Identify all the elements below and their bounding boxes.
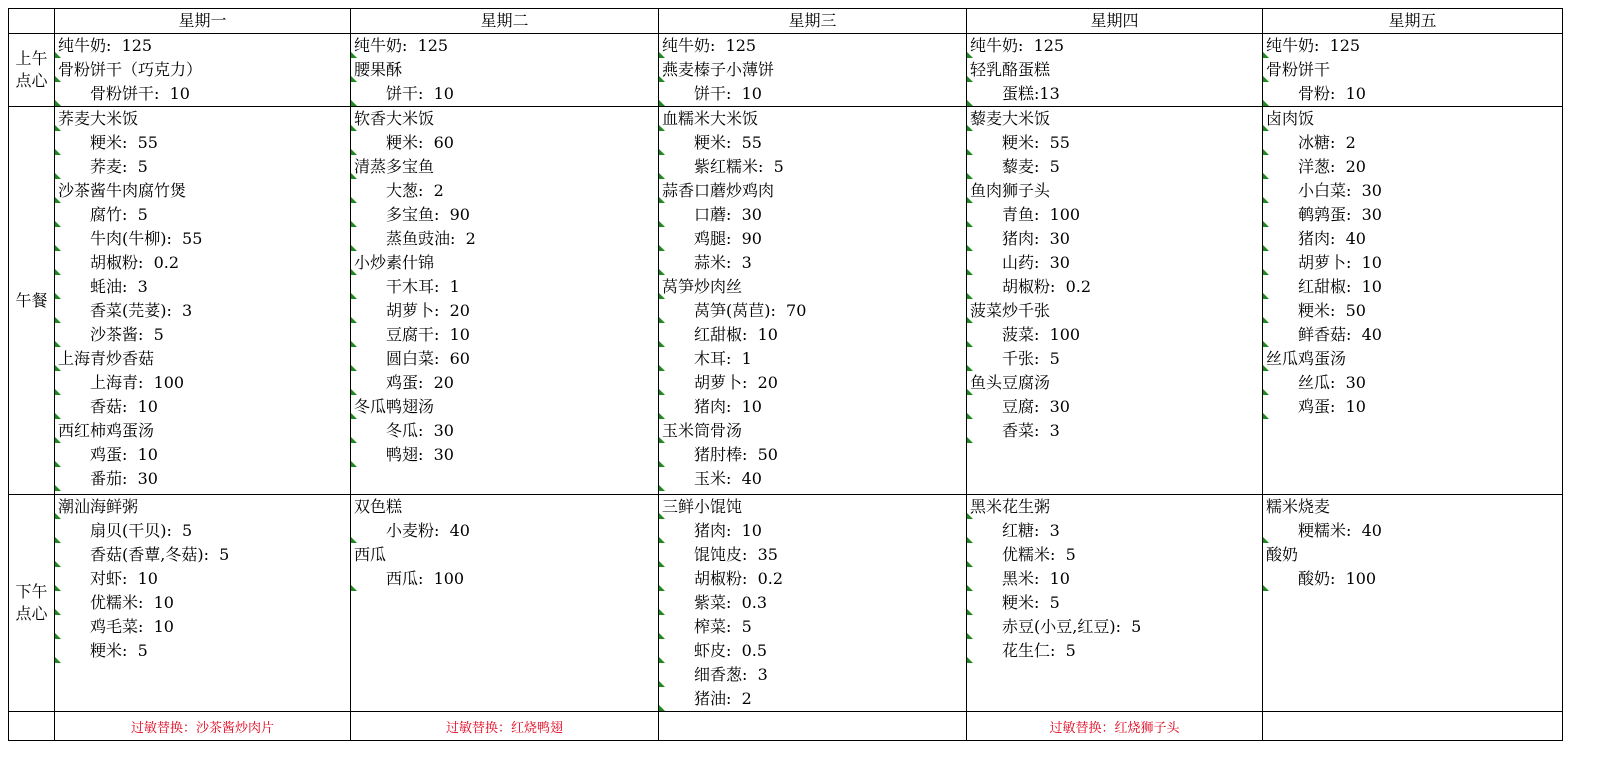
ingredient-line: 粳米: 5: [967, 591, 1262, 615]
dish-line: 骨粉饼干（巧克力）: [55, 58, 350, 82]
dish-line: 纯牛奶: 125: [55, 34, 350, 58]
cell-tue-snack-am[interactable]: [351, 34, 659, 107]
ingredient-line: 山药: 30: [967, 251, 1262, 275]
ingredient-line: 青鱼: 100: [967, 203, 1262, 227]
dish-line: 卤肉饭: [1263, 107, 1562, 131]
ingredient-line: 荞麦: 5: [55, 155, 350, 179]
dish-line: 玉米筒骨汤: [659, 419, 966, 443]
ingredient-line: 木耳: 1: [659, 347, 966, 371]
dish-line: 三鲜小馄饨: [659, 495, 966, 519]
day-header-thu[interactable]: 星期四: [967, 9, 1263, 34]
ingredient-line: 小白菜: 30: [1263, 179, 1562, 203]
dish-line: 腰果酥: [351, 58, 658, 82]
dish-line: 血糯米大米饭: [659, 107, 966, 131]
ingredient-line: 鸭翅: 30: [351, 443, 658, 467]
dish-line: 蒜香口蘑炒鸡肉: [659, 179, 966, 203]
allergy-note-wed[interactable]: [659, 712, 967, 741]
ingredient-line: 对虾: 10: [55, 567, 350, 591]
ingredient-line: 鸡蛋: 10: [55, 443, 350, 467]
dish-line: 清蒸多宝鱼: [351, 155, 658, 179]
ingredient-line: 腐竹: 5: [55, 203, 350, 227]
ingredient-line: 香菜(芫荽): 3: [55, 299, 350, 323]
dish-line: 西瓜: [354, 545, 387, 564]
dish-line: 燕麦榛子小薄饼: [659, 58, 966, 82]
cell-mon-snack-am[interactable]: [55, 34, 351, 107]
dish-line: 潮汕海鲜粥: [55, 495, 350, 519]
row-label-afternoon-snack[interactable]: 下午 点心: [9, 495, 55, 712]
ingredient-line: 大葱: 2: [351, 179, 658, 203]
ingredient-line: 饼干: 10: [351, 82, 658, 106]
ingredient-line: 番茄: 30: [55, 467, 350, 491]
ingredient-line: 豆腐: 30: [967, 395, 1262, 419]
ingredient-line: 优糯米: 5: [967, 543, 1262, 567]
ingredient-line: 猪肉: 40: [1263, 227, 1562, 251]
dish-line: 菠菜炒千张: [967, 299, 1262, 323]
ingredient-line: 洋葱: 20: [1263, 155, 1562, 179]
cell-tue-snack-pm[interactable]: [351, 495, 659, 712]
ingredient-line: 小麦粉: 40: [351, 519, 658, 543]
dish-line: 藜麦大米饭: [967, 107, 1262, 131]
ingredient-line: 粳糯米: 40: [1263, 519, 1562, 543]
dish-line: 酸奶: [1266, 545, 1299, 564]
corner-cell[interactable]: [9, 9, 55, 34]
cell-thu-snack-pm[interactable]: [967, 495, 1263, 712]
ingredient-line: 菠菜: 100: [967, 323, 1262, 347]
dish-line: 荞麦大米饭: [55, 107, 350, 131]
dish-line: 黑米花生粥: [967, 495, 1262, 519]
ingredient-line: 口蘑: 30: [659, 203, 966, 227]
day-header-fri[interactable]: 星期五: [1263, 9, 1563, 34]
ingredient-line: 优糯米: 10: [55, 591, 350, 615]
ingredient-line: 丝瓜: 30: [1263, 371, 1562, 395]
ingredient-line: 牛肉(牛柳): 55: [55, 227, 350, 251]
ingredient-line: 香菇: 10: [55, 395, 350, 419]
allergy-note-thu[interactable]: 过敏替换：红烧狮子头: [967, 712, 1263, 741]
weekly-menu-table: [8, 8, 1563, 741]
cell-wed-snack-am[interactable]: [659, 34, 967, 107]
ingredient-line: 香菇(香蕈,冬菇): 5: [55, 543, 350, 567]
day-header-wed[interactable]: 星期三: [659, 9, 967, 34]
ingredient-line: 粳米: 5: [55, 639, 350, 663]
ingredient-line: 胡椒粉: 0.2: [659, 567, 966, 591]
ingredient-line: 鹌鹑蛋: 30: [1263, 203, 1562, 227]
dish-line: 糯米烧麦: [1266, 497, 1331, 516]
ingredient-line: 鸡毛菜: 10: [55, 615, 350, 639]
ingredient-line: 胡椒粉: 0.2: [55, 251, 350, 275]
day-header-tue[interactable]: 星期二: [351, 9, 659, 34]
ingredient-line: 干木耳: 1: [351, 275, 658, 299]
cell-mon-snack-pm[interactable]: [55, 495, 351, 712]
ingredient-line: 粳米: 55: [55, 131, 350, 155]
dish-line: 纯牛奶: 125: [351, 34, 658, 58]
ingredient-line: 玉米: 40: [659, 467, 966, 491]
ingredient-line: 鸡蛋: 10: [1263, 395, 1562, 419]
ingredient-line: 千张: 5: [967, 347, 1262, 371]
ingredient-line: 胡萝卜: 10: [1263, 251, 1562, 275]
ingredient-line: 粳米: 55: [967, 131, 1262, 155]
cell-fri-snack-am[interactable]: [1263, 34, 1563, 107]
ingredient-line: 紫红糯米: 5: [659, 155, 966, 179]
dish-line: 纯牛奶: 125: [967, 34, 1262, 58]
dish-line: 冬瓜鸭翅汤: [351, 395, 658, 419]
cell-thu-lunch[interactable]: [967, 107, 1263, 495]
ingredient-line: 猪肉: 10: [659, 519, 966, 543]
dish-line: 丝瓜鸡蛋汤: [1263, 347, 1562, 371]
ingredient-line: 蛋糕:13: [967, 82, 1262, 106]
ingredient-line: 莴笋(莴苣): 70: [659, 299, 966, 323]
ingredient-line: 冬瓜: 30: [351, 419, 658, 443]
ingredient-line: 圆白菜: 60: [351, 347, 658, 371]
ingredient-line: 粳米: 50: [1263, 299, 1562, 323]
dish-line: 小炒素什锦: [351, 251, 658, 275]
ingredient-line: 豆腐干: 10: [351, 323, 658, 347]
dish-line: 软香大米饭: [351, 107, 658, 131]
ingredient-line: 藜麦: 5: [967, 155, 1262, 179]
dish-line: 鱼肉狮子头: [967, 179, 1262, 203]
dish-line: 骨粉饼干: [1263, 58, 1562, 82]
ingredient-line: 细香葱: 3: [659, 663, 966, 687]
ingredient-line: 鲜香菇: 40: [1263, 323, 1562, 347]
ingredient-line: 红甜椒: 10: [1263, 275, 1562, 299]
ingredient-line: 粳米: 60: [351, 131, 658, 155]
ingredient-line: 紫菜: 0.3: [659, 591, 966, 615]
allergy-note-fri[interactable]: [1263, 712, 1563, 741]
ingredient-line: 蒜米: 3: [659, 251, 966, 275]
dish-line: 鱼头豆腐汤: [967, 371, 1262, 395]
ingredient-line: 胡萝卜: 20: [351, 299, 658, 323]
ingredient-line: 扇贝(干贝): 5: [55, 519, 350, 543]
dish-line: 西红柿鸡蛋汤: [55, 419, 350, 443]
ingredient-line: 胡椒粉: 0.2: [967, 275, 1262, 299]
dish-line: 双色糕: [354, 497, 403, 516]
ingredient-line: 鸡蛋: 20: [351, 371, 658, 395]
dish-line: 纯牛奶: 125: [659, 34, 966, 58]
row-lunch: [9, 107, 1563, 495]
cell-wed-snack-pm[interactable]: [659, 495, 967, 712]
ingredient-line: 鸡腿: 90: [659, 227, 966, 251]
cell-fri-snack-pm[interactable]: [1263, 495, 1563, 712]
ingredient-line: 榨菜: 5: [659, 615, 966, 639]
cell-mon-lunch[interactable]: [55, 107, 351, 495]
ingredient-line: 冰糖: 2: [1263, 131, 1562, 155]
ingredient-line: 多宝鱼: 90: [351, 203, 658, 227]
ingredient-line: 猪肉: 30: [967, 227, 1262, 251]
row-allergy: [9, 712, 1563, 741]
ingredient-line: 红糖: 3: [967, 519, 1262, 543]
row-label-allergy[interactable]: [9, 712, 55, 741]
ingredient-line: 黑米: 10: [967, 567, 1262, 591]
ingredient-line: 沙茶酱: 5: [55, 323, 350, 347]
ingredient-line: 上海青: 100: [55, 371, 350, 395]
ingredient-line: 饼干: 10: [659, 82, 966, 106]
ingredient-line: 赤豆(小豆,红豆): 5: [967, 615, 1262, 639]
ingredient-line: 胡萝卜: 20: [659, 371, 966, 395]
ingredient-line: 馄饨皮: 35: [659, 543, 966, 567]
ingredient-line: 猪油: 2: [659, 687, 966, 711]
ingredient-line: 蚝油: 3: [55, 275, 350, 299]
ingredient-line: 粳米: 55: [659, 131, 966, 155]
dish-line: 上海青炒香菇: [55, 347, 350, 371]
ingredient-line: 猪肘棒: 50: [659, 443, 966, 467]
ingredient-line: 骨粉饼干: 10: [55, 82, 350, 106]
ingredient-line: 虾皮: 0.5: [659, 639, 966, 663]
ingredient-line: 猪肉: 10: [659, 395, 966, 419]
header-row: [9, 9, 1563, 34]
cell-wed-lunch[interactable]: [659, 107, 967, 495]
row-morning-snack: [9, 34, 1563, 107]
cell-tue-lunch[interactable]: [351, 107, 659, 495]
ingredient-line: 蒸鱼豉油: 2: [351, 227, 658, 251]
dish-line: 轻乳酪蛋糕: [967, 58, 1262, 82]
allergy-note-tue[interactable]: 过敏替换：红烧鸭翅: [351, 712, 659, 741]
row-label-lunch[interactable]: 午餐: [9, 107, 55, 495]
cell-thu-snack-am[interactable]: [967, 34, 1263, 107]
ingredient-line: 香菜: 3: [967, 419, 1262, 443]
ingredient-line: 骨粉: 10: [1263, 82, 1562, 106]
row-label-morning-snack[interactable]: 上午 点心: [9, 34, 55, 107]
day-header-mon[interactable]: 星期一: [55, 9, 351, 34]
ingredient-line: 西瓜: 100: [351, 567, 658, 591]
row-afternoon-snack: [9, 495, 1563, 712]
dish-line: 纯牛奶: 125: [1263, 34, 1562, 58]
cell-fri-lunch[interactable]: [1263, 107, 1563, 495]
dish-line: 莴笋炒肉丝: [659, 275, 966, 299]
ingredient-line: 酸奶: 100: [1263, 567, 1562, 591]
ingredient-line: 花生仁: 5: [967, 639, 1262, 663]
allergy-note-mon[interactable]: 过敏替换：沙茶酱炒肉片: [55, 712, 351, 741]
dish-line: 沙茶酱牛肉腐竹煲: [55, 179, 350, 203]
ingredient-line: 红甜椒: 10: [659, 323, 966, 347]
